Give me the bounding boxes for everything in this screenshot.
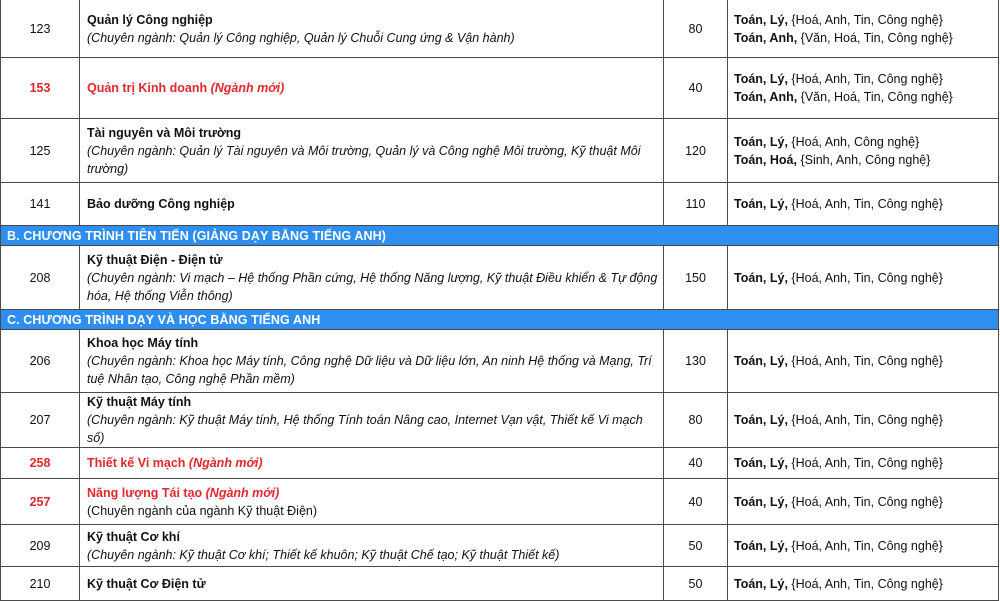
program-name: [87, 334, 663, 352]
program-name: [87, 195, 663, 213]
subject-combination: [734, 88, 998, 106]
quota: 120: [664, 119, 728, 183]
table-row: [1, 525, 999, 567]
required-subjects: Toán, Lý,: [734, 538, 788, 553]
required-subjects: Toán, Lý,: [734, 12, 788, 27]
program-name-text: Kỹ thuật Điện - Điện tử: [87, 252, 223, 267]
elective-subjects: {Hoá, Anh, Tin, Công nghệ}: [787, 456, 943, 470]
program-name-text: Tài nguyên và Môi trường: [87, 125, 242, 140]
table-row: [1, 119, 999, 183]
table-row: [1, 393, 999, 448]
program-name: [87, 454, 663, 472]
program-specializations: (Chuyên ngành: Kỹ thuật Cơ khí; Thiết kế khuôn; Kỹ thuật Chế tạo; Kỹ thuật Thiết kế): [87, 547, 560, 562]
table-row: [1, 330, 999, 393]
program-name: [87, 124, 663, 142]
subject-combination: [734, 454, 998, 472]
program-name-cell: [80, 0, 664, 58]
subject-combinations: [728, 246, 999, 310]
quota: 130: [664, 330, 728, 393]
table-row: [1, 0, 999, 58]
subject-combinations: [728, 525, 999, 567]
elective-subjects: {Sinh, Anh, Công nghệ}: [796, 152, 931, 167]
required-subjects: Toán, Hoá,: [734, 152, 797, 167]
required-subjects: Toán, Lý,: [734, 72, 788, 86]
quota: 40: [664, 58, 728, 119]
program-name-text: Bảo dưỡng Công nghiệp: [87, 197, 235, 211]
program-name-text: Kỹ thuật Cơ khí: [87, 529, 180, 544]
table-row: [1, 479, 999, 525]
table-row: [1, 58, 999, 119]
program-code: 209: [1, 525, 80, 567]
subject-combinations: [728, 183, 999, 226]
subject-combinations: [728, 58, 999, 119]
subject-combination: [734, 269, 998, 287]
program-code: 123: [1, 0, 80, 58]
program-name: [87, 484, 663, 502]
required-subjects: Toán, Lý,: [734, 197, 788, 211]
program-code: 210: [1, 567, 80, 601]
subject-combination: [734, 133, 998, 151]
required-subjects: Toán, Lý,: [734, 270, 788, 285]
program-name-cell: [80, 525, 664, 567]
program-name-cell: [80, 119, 664, 183]
elective-subjects: {Hoá, Anh, Tin, Công nghệ}: [787, 197, 943, 211]
elective-subjects: {Hoá, Anh, Tin, Công nghệ}: [787, 576, 943, 591]
program-name: [87, 79, 663, 97]
elective-subjects: {Hoá, Anh, Tin, Công nghệ}: [787, 538, 943, 553]
program-specializations: (Chuyên ngành: Khoa học Máy tính, Công nghệ Dữ liệu và Dữ liệu lớn, An ninh Hệ thống và Mạng, Trí tuệ Nhân tạo, Công nghệ Phần mềm): [87, 354, 652, 386]
required-subjects: Toán, Lý,: [734, 456, 788, 470]
quota: 50: [664, 525, 728, 567]
program-name-text: Thiết kế Vi mạch: [87, 456, 189, 470]
quota: 80: [664, 393, 728, 448]
program-name-cell: [80, 393, 664, 448]
program-name: [87, 393, 663, 411]
program-name: [87, 575, 663, 593]
subject-combination: [734, 352, 998, 370]
program-name-text: Kỹ thuật Máy tính: [87, 395, 192, 409]
program-table-body: [1, 0, 999, 601]
program-name-cell: [80, 330, 664, 393]
required-subjects: Toán, Anh,: [734, 90, 798, 104]
program-specializations: (Chuyên ngành của ngành Kỹ thuật Điện): [87, 503, 318, 518]
elective-subjects: {Hoá, Anh, Công nghệ}: [787, 134, 920, 149]
section-header: B. CHƯƠNG TRÌNH TIÊN TIẾN (GIẢNG DẠY BẰNG TIẾNG ANH): [1, 226, 999, 246]
table-row: [1, 448, 999, 479]
table-row: [1, 246, 999, 310]
program-code: 153: [1, 58, 80, 119]
program-name-cell: [80, 246, 664, 310]
program-name-cell: [80, 58, 664, 119]
subject-combination: [734, 411, 998, 429]
elective-subjects: {Hoá, Anh, Tin, Công nghệ}: [787, 72, 943, 86]
required-subjects: Toán, Lý,: [734, 494, 788, 509]
program-name-cell: [80, 567, 664, 601]
program-code: 141: [1, 183, 80, 226]
elective-subjects: {Văn, Hoá, Tin, Công nghệ}: [797, 30, 953, 45]
program-code: 258: [1, 448, 80, 479]
elective-subjects: {Văn, Hoá, Tin, Công nghệ}: [797, 90, 953, 104]
subject-combination: [734, 575, 998, 593]
required-subjects: Toán, Lý,: [734, 413, 788, 427]
subject-combination: [734, 70, 998, 88]
quota: 40: [664, 448, 728, 479]
program-code: 206: [1, 330, 80, 393]
table-row: [1, 183, 999, 226]
quota: 110: [664, 183, 728, 226]
section-header-row: [1, 226, 999, 246]
subject-combinations: [728, 330, 999, 393]
subject-combination: [734, 151, 998, 169]
program-name-text: Khoa học Máy tính: [87, 336, 199, 350]
quota: 80: [664, 0, 728, 58]
program-name-text: Quản trị Kinh doanh: [87, 81, 211, 95]
subject-combinations: [728, 393, 999, 448]
table-row: [1, 567, 999, 601]
program-specializations: (Chuyên ngành: Quản lý Công nghiệp, Quản lý Chuỗi Cung ứng & Vận hành): [87, 30, 515, 45]
program-specializations: (Chuyên ngành: Kỹ thuật Máy tính, Hệ thống Tính toán Nâng cao, Internet Vạn vật, Thiết kế Vi mạch số): [87, 413, 643, 445]
program-code: 208: [1, 246, 80, 310]
subject-combination: [734, 537, 998, 555]
program-name: [87, 11, 663, 29]
subject-combinations: [728, 0, 999, 58]
subject-combinations: [728, 567, 999, 601]
subject-combination: [734, 493, 998, 511]
required-subjects: Toán, Anh,: [734, 30, 798, 45]
program-name-text: Kỹ thuật Cơ Điện tử: [87, 576, 206, 591]
elective-subjects: {Hoá, Anh, Tin, Công nghệ}: [787, 270, 943, 285]
subject-combination: [734, 11, 998, 29]
subject-combination: [734, 29, 998, 47]
quota: 150: [664, 246, 728, 310]
section-header-row: [1, 310, 999, 330]
subject-combination: [734, 195, 998, 213]
subject-combinations: [728, 448, 999, 479]
required-subjects: Toán, Lý,: [734, 134, 788, 149]
program-code: 125: [1, 119, 80, 183]
elective-subjects: {Hoá, Anh, Tin, Công nghệ}: [787, 413, 943, 427]
program-name-cell: [80, 183, 664, 226]
program-name-text: Năng lượng Tái tạo: [87, 485, 206, 500]
program-name: [87, 528, 663, 546]
program-specializations: (Chuyên ngành: Quản lý Tài nguyên và Môi trường, Quản lý và Công nghệ Môi trường, Kỹ thuật Môi trường): [87, 143, 641, 176]
required-subjects: Toán, Lý,: [734, 354, 788, 368]
new-program-tag: (Ngành mới): [210, 81, 285, 95]
section-header: C. CHƯƠNG TRÌNH DẠY VÀ HỌC BẰNG TIẾNG ANH: [1, 310, 999, 330]
program-code: 207: [1, 393, 80, 448]
program-specializations: (Chuyên ngành: Vi mạch – Hệ thống Phần cứng, Hệ thống Năng lượng, Kỹ thuật Điều khiển & Tự động hóa, Hệ thống Viễn thông): [87, 270, 658, 303]
program-name: [87, 251, 663, 269]
elective-subjects: {Hoá, Anh, Tin, Công nghệ}: [787, 12, 943, 27]
program-name-cell: [80, 479, 664, 525]
elective-subjects: {Hoá, Anh, Tin, Công nghệ}: [787, 494, 943, 509]
new-program-tag: (Ngành mới): [205, 485, 280, 500]
quota: 50: [664, 567, 728, 601]
quota: 40: [664, 479, 728, 525]
elective-subjects: {Hoá, Anh, Tin, Công nghệ}: [787, 354, 943, 368]
subject-combinations: [728, 479, 999, 525]
program-name-text: Quản lý Công nghiệp: [87, 12, 213, 27]
new-program-tag: (Ngành mới): [188, 456, 263, 470]
program-code: 257: [1, 479, 80, 525]
required-subjects: Toán, Lý,: [734, 576, 788, 591]
program-name-cell: [80, 448, 664, 479]
subject-combinations: [728, 119, 999, 183]
